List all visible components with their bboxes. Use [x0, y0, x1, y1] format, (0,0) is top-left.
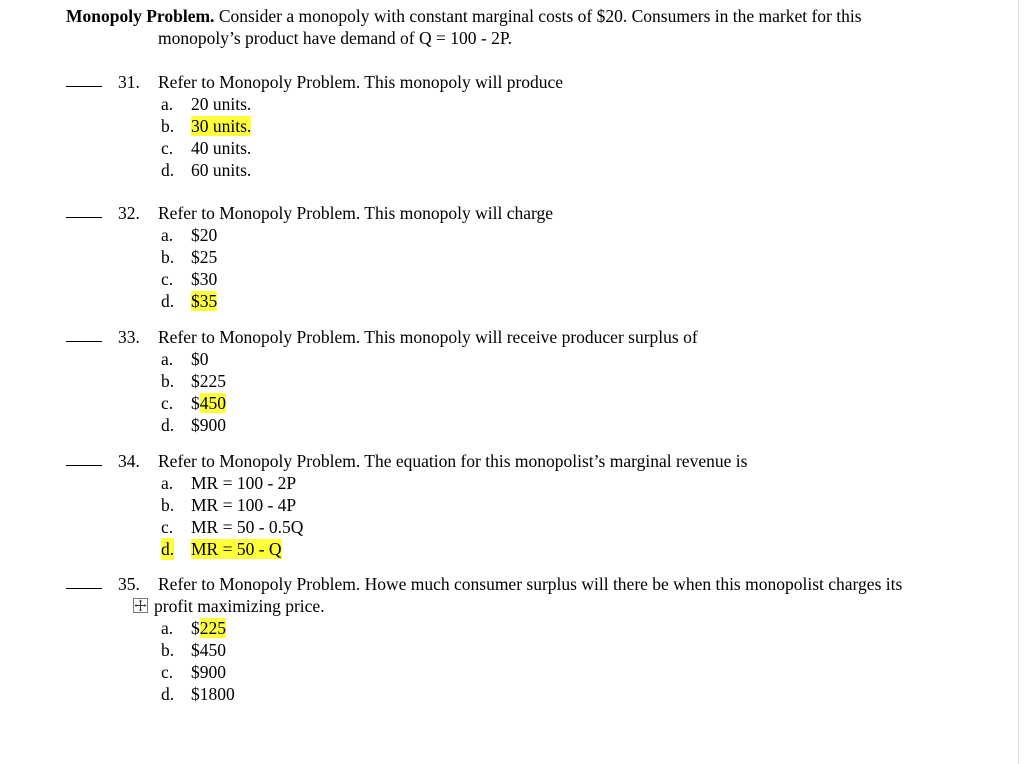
option-letter: a. — [161, 349, 174, 369]
option-value — [191, 661, 226, 683]
option-value — [191, 494, 296, 516]
option-text: $1800 — [191, 684, 235, 704]
answer-blank[interactable] — [66, 341, 102, 342]
header-line-2: monopoly’s product have demand of Q = 100 - 2P. — [158, 28, 512, 48]
question-number: 35. — [118, 574, 140, 594]
question-text-continued: profit maximizing price. — [154, 596, 325, 616]
option-d — [66, 683, 986, 705]
option-letter: b. — [161, 640, 175, 660]
option-value — [191, 392, 226, 414]
option-text: $0 — [191, 349, 209, 369]
option-letter: d. — [161, 291, 175, 311]
question-continuation-line — [66, 595, 986, 617]
option-a — [66, 224, 986, 246]
problem-header — [66, 5, 966, 49]
option-c — [66, 268, 986, 290]
option-value — [191, 159, 251, 181]
option-letter: a. — [161, 225, 174, 245]
answer-blank[interactable] — [66, 86, 102, 87]
option-text: $225 — [191, 371, 226, 391]
question-text: Refer to Monopoly Problem. This monopoly will charge — [158, 203, 554, 223]
option-letter: b. — [161, 116, 175, 136]
option-b — [66, 370, 986, 392]
option-d — [66, 538, 986, 560]
option-text: $900 — [191, 415, 226, 435]
option-text: $30 — [191, 269, 218, 289]
option-highlight: MR = 50 - Q — [191, 539, 282, 559]
question-text: Refer to Monopoly Problem. Howe much consumer surplus will there be when this monopolist charges its — [158, 574, 903, 594]
option-value — [191, 268, 217, 290]
question-34 — [66, 450, 986, 560]
option-letter: b. — [161, 495, 175, 515]
option-text: $20 — [191, 225, 218, 245]
question-line — [66, 326, 986, 348]
option-value — [191, 137, 251, 159]
option-b — [66, 494, 986, 516]
option-text: $900 — [191, 662, 226, 682]
page-edge — [1018, 0, 1019, 764]
option-a — [66, 472, 986, 494]
question-line — [66, 202, 986, 224]
option-text: $25 — [191, 247, 218, 267]
answer-blank[interactable] — [66, 588, 102, 589]
question-text: Refer to Monopoly Problem. This monopoly will receive producer surplus of — [158, 327, 698, 347]
question-line — [66, 450, 986, 472]
option-highlight: 30 units. — [191, 116, 252, 136]
question-33 — [66, 326, 986, 436]
option-a — [66, 93, 986, 115]
option-letter: c. — [161, 138, 174, 158]
question-31 — [66, 71, 986, 181]
option-d — [66, 414, 986, 436]
option-value — [191, 472, 296, 494]
question-32 — [66, 202, 986, 312]
move-icon[interactable] — [133, 598, 148, 613]
option-text: 40 units. — [191, 138, 252, 158]
option-letter: a. — [161, 618, 174, 638]
question-35 — [66, 573, 986, 705]
option-letter: c. — [161, 517, 174, 537]
header-line-1 — [66, 5, 966, 27]
option-c — [66, 137, 986, 159]
option-letter: a. — [161, 473, 174, 493]
option-value — [191, 414, 226, 436]
option-letter: c. — [161, 662, 174, 682]
option-text: MR = 100 - 2P — [191, 473, 297, 493]
option-letter: d. — [161, 539, 175, 559]
option-text: MR = 100 - 4P — [191, 495, 297, 515]
move-icon-glyph — [134, 599, 147, 612]
option-value — [191, 115, 251, 137]
option-letter: c. — [161, 393, 174, 413]
option-highlight: 450 — [199, 393, 226, 413]
option-a — [66, 348, 986, 370]
question-number: 31. — [118, 72, 140, 92]
option-prefix: $ — [191, 393, 200, 413]
option-prefix: $ — [191, 618, 200, 638]
option-a — [66, 617, 986, 639]
option-value — [191, 246, 217, 268]
option-value — [191, 683, 235, 705]
option-text: 20 units. — [191, 94, 252, 114]
option-letter: a. — [161, 94, 174, 114]
option-b — [66, 639, 986, 661]
option-value — [191, 224, 217, 246]
question-line — [66, 71, 986, 93]
option-letter: d. — [161, 684, 175, 704]
option-letter: d. — [161, 160, 175, 180]
question-number: 32. — [118, 203, 140, 223]
answer-blank[interactable] — [66, 465, 102, 466]
option-c — [66, 392, 986, 414]
header-text-1: Consider a monopoly with constant marginal costs of $20. Consumers in the market for this — [214, 6, 862, 26]
option-c — [66, 516, 986, 538]
option-value — [191, 516, 303, 538]
question-text: Refer to Monopoly Problem. The equation for this monopolist’s marginal revenue is — [158, 451, 748, 471]
option-text: 60 units. — [191, 160, 252, 180]
question-text: Refer to Monopoly Problem. This monopoly will produce — [158, 72, 564, 92]
option-highlight: 225 — [199, 618, 226, 638]
header-bold-label: Monopoly Problem. — [66, 6, 215, 26]
option-letter: b. — [161, 371, 175, 391]
option-letter: d. — [161, 415, 175, 435]
option-value — [191, 639, 226, 661]
option-c — [66, 661, 986, 683]
option-b — [66, 115, 986, 137]
option-value — [191, 290, 217, 312]
option-letter: b. — [161, 247, 175, 267]
option-letter: c. — [161, 269, 174, 289]
option-value — [191, 370, 226, 392]
question-line — [66, 573, 986, 595]
option-value — [191, 93, 251, 115]
option-highlight: $35 — [191, 291, 218, 311]
question-number: 34. — [118, 451, 140, 471]
option-b — [66, 246, 986, 268]
question-number: 33. — [118, 327, 140, 347]
answer-blank[interactable] — [66, 217, 102, 218]
option-text: $450 — [191, 640, 226, 660]
option-d — [66, 159, 986, 181]
option-text: MR = 50 - 0.5Q — [191, 517, 304, 537]
option-value — [191, 617, 226, 639]
option-d — [66, 290, 986, 312]
option-value — [191, 348, 209, 370]
option-value — [191, 538, 282, 560]
